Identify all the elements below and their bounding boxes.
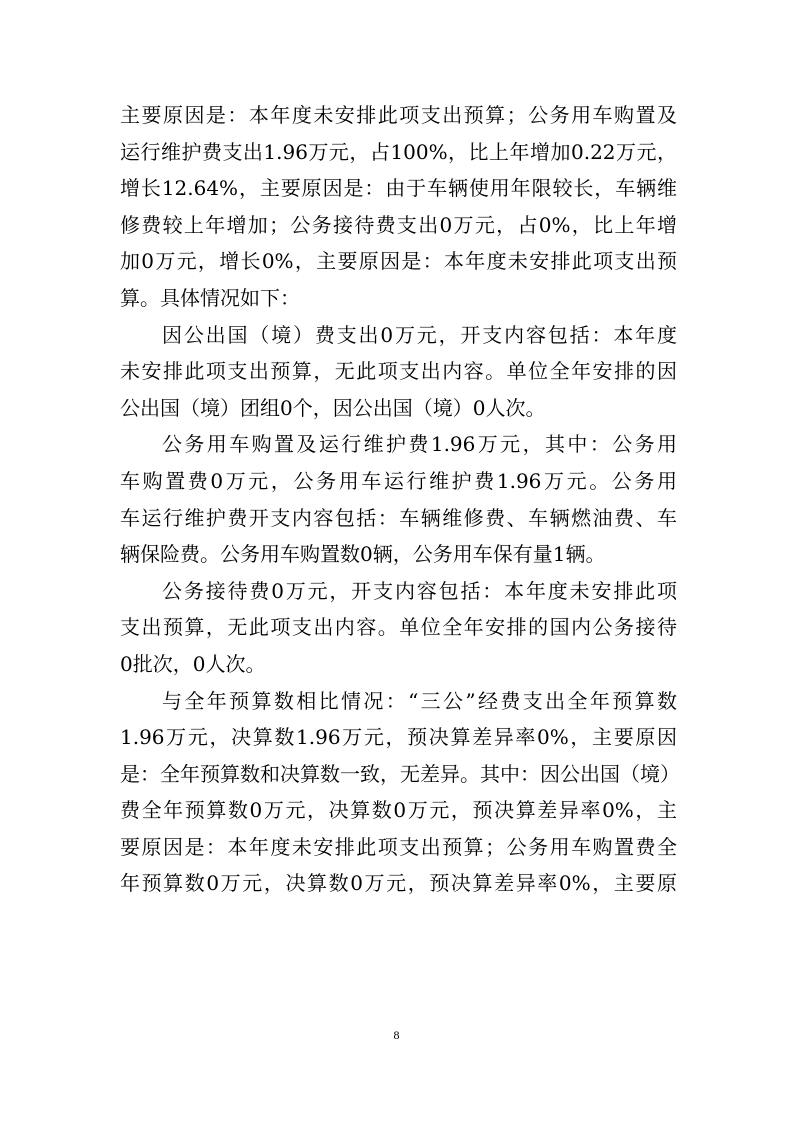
text-line: 是：全年预算数和决算数一致，无差异。其中：因公出国（境） [120,761,680,786]
text-line: 加0万元，增长0%，主要原因是：本年度未安排此项支出预 [120,249,677,274]
text-line: 因公出国（境）费支出0万元，开支内容包括：本年度 [162,322,677,347]
text-line: 运行维护费支出1.96万元，占100%，比上年增加0.22万元， [120,139,677,164]
text-line: 辆保险费。公务用车购置数0辆，公务用车保有量1辆。 [120,542,606,567]
text-line: 支出预算，无此项支出内容。单位全年安排的国内公务接待 [120,615,677,640]
text-line: 0批次，0人次。 [120,651,266,676]
text-line: 与全年预算数相比情况：“三公”经费支出全年预算数 [162,688,677,713]
text-line: 主要原因是：本年度未安排此项支出预算；公务用车购置及 [120,103,677,127]
text-line: 车购置费0万元，公务用车运行维护费1.96万元。公务用 [120,468,677,493]
text-line: 要原因是：本年度未安排此项支出预算；公务用车购置费全 [120,834,677,859]
text-line: 公务接待费0万元，开支内容包括：本年度未安排此项 [162,578,677,603]
text-line: 修费较上年增加；公务接待费支出0万元，占0%，比上年增 [120,212,677,237]
text-line: 未安排此项支出预算，无此项支出内容。单位全年安排的因 [120,359,677,384]
text-line: 算。具体情况如下： [120,285,300,310]
text-line: 公出国（境）团组0个，因公出国（境）0人次。 [120,395,546,420]
body-text [120,97,680,902]
text-line: 增长12.64%，主要原因是：由于车辆使用年限较长，车辆维 [120,176,677,201]
text-line: 公务用车购置及运行维护费1.96万元，其中：公务用 [162,432,677,457]
text-line: 费全年预算数0万元，决算数0万元，预决算差异率0%，主 [120,798,677,823]
text-line: 车运行维护费开支内容包括：车辆维修费、车辆燃油费、车 [120,505,677,530]
text-line: 1.96万元，决算数1.96万元，预决算差异率0%，主要原因 [120,725,677,750]
page-number: 8 [393,1028,400,1042]
text-line: 年预算数0万元，决算数0万元，预决算差异率0%，主要原 [120,871,677,896]
